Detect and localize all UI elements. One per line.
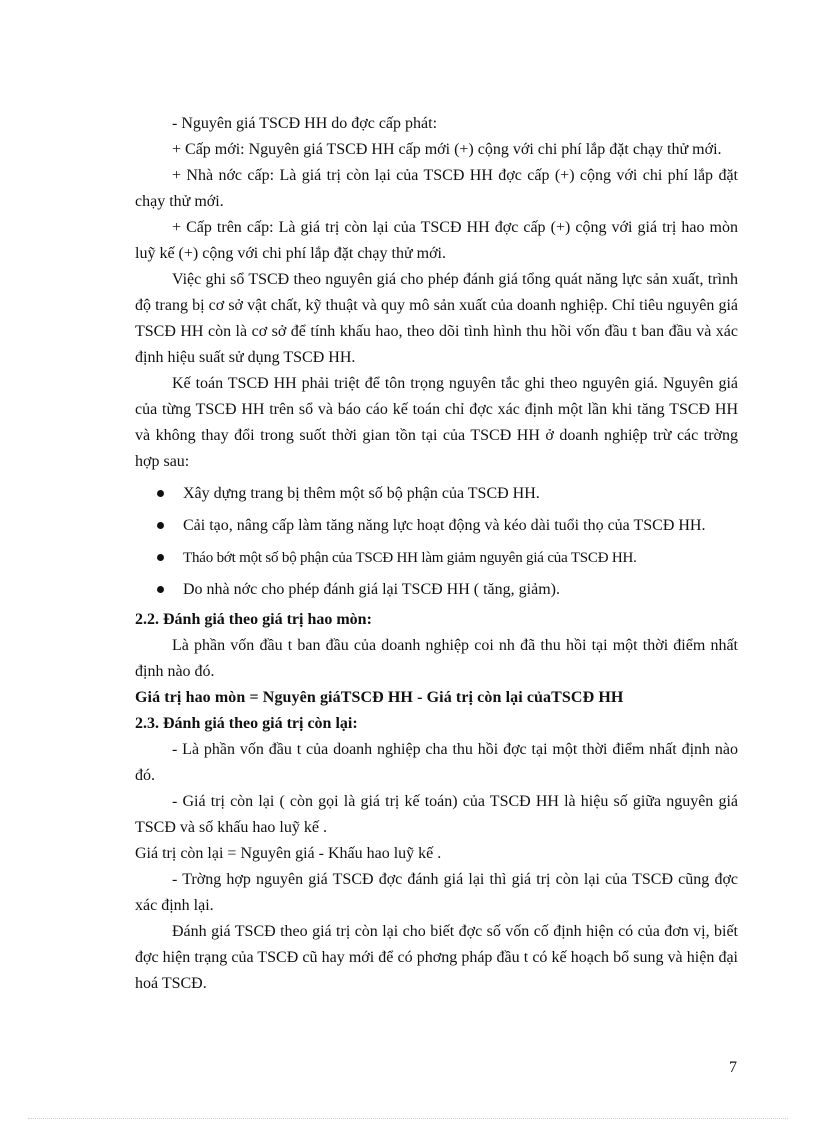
paragraph-nha-nuoc-cap: + Nhà nớc cấp: Là giá trị còn lại của TSCĐ HH đợc cấp (+) cộng với chi phí lắp đặt chạy thử mới. [135, 167, 738, 210]
paragraph-nguyen-tac: Kế toán TSCĐ HH phải triệt để tôn trọng nguyên tắc ghi theo nguyên giá. Nguyên giá của từng TSCĐ HH trên sổ và báo cáo kế toán chỉ đợc xác định một lần khi tăng TSCĐ HH và không thay đổi trong suốt thời gian tồn tại của TSCĐ HH ở doanh nghiệp trừ các trờng hợp sau: [135, 375, 738, 470]
paragraph-con-lai-3: - Trờng hợp nguyên giá TSCĐ đợc đánh giá lại thì giá trị còn lại của TSCĐ cũng đợc xác định lại. [135, 871, 738, 914]
formula-con-lai: Giá trị còn lại = Nguyên giá - Khấu hao luỹ kế . [135, 845, 442, 862]
bullet-icon [157, 490, 164, 497]
paragraph-con-lai-2: - Giá trị còn lại ( còn gọi là giá trị kế toán) của TSCĐ HH là hiệu số giữa nguyên giá TSCĐ và số khấu hao luỹ kế . [135, 793, 738, 836]
list-item-text: Tháo bớt một số bộ phận của TSCĐ HH làm giảm nguyên giá của TSCĐ HH. [183, 550, 637, 566]
bullet-icon [157, 522, 164, 529]
paragraph-ghi-so: Việc ghi sổ TSCĐ theo nguyên giá cho phép đánh giá tổng quát năng lực sản xuất, trình độ trang bị cơ sở vật chất, kỹ thuật và quy mô sản xuất của doanh nghiệp. Chỉ tiêu nguyên giá TSCĐ HH còn là cơ sở để tính khấu hao, theo dõi tình hình thu hồi vốn đầu t ban đầu và xác định hiệu suất sử dụng TSCĐ HH. [135, 271, 738, 366]
list-item [135, 481, 738, 507]
paragraph-con-lai-4: Đánh giá TSCĐ theo giá trị còn lại cho biết đợc số vốn cố định hiện có của đơn vị, biết đợc hiện trạng của TSCĐ cũ hay mới để có phơng pháp đầu t có kế hoạch bổ sung và hiện đại hoá TSCĐ. [135, 923, 738, 992]
list-item [135, 545, 738, 571]
list-item-text: Cải tạo, nâng cấp làm tăng năng lực hoạt động và kéo dài tuổi thọ của TSCĐ HH. [183, 517, 706, 534]
bullet-icon [157, 586, 164, 593]
paragraph-cap-phat: - Nguyên giá TSCĐ HH do đợc cấp phát: [172, 115, 438, 132]
paragraph-con-lai-1: - Là phần vốn đầu t của doanh nghiệp cha thu hồi đợc tại một thời điểm nhất định nào đó. [135, 741, 738, 784]
list-item [135, 577, 738, 603]
list-item-text: Do nhà nớc cho phép đánh giá lại TSCĐ HH ( tăng, giảm). [183, 581, 560, 598]
exception-list [135, 481, 738, 603]
formula-hao-mon: Giá trị hao mòn = Nguyên giáTSCĐ HH - Giá trị còn lại củaTSCĐ HH [135, 689, 624, 706]
section-heading-con-lai: 2.3. Đánh giá theo giá trị còn lại: [135, 715, 358, 732]
paragraph-cap-tren-cap: + Cấp trên cấp: Là giá trị còn lại của TSCĐ HH đợc cấp (+) cộng với giá trị hao mòn luỹ kế (+) cộng với chi phí lắp đặt chạy thử mới. [135, 219, 738, 262]
page-number: 7 [729, 1059, 737, 1076]
section-heading-hao-mon: 2.2. Đánh giá theo giá trị hao mòn: [135, 611, 372, 628]
page-bottom-divider [28, 1118, 788, 1119]
list-item [135, 513, 738, 539]
bullet-icon [157, 554, 164, 561]
paragraph-cap-moi: + Cấp mới: Nguyên giá TSCĐ HH cấp mới (+) cộng với chi phí lắp đặt chạy thử mới. [172, 141, 722, 158]
document-body [135, 111, 738, 997]
list-item-text: Xây dựng trang bị thêm một số bộ phận của TSCĐ HH. [183, 485, 540, 502]
paragraph-hao-mon: Là phần vốn đầu t ban đầu của doanh nghiệp coi nh đã thu hồi tại một thời điểm nhất định nào đó. [135, 637, 738, 680]
